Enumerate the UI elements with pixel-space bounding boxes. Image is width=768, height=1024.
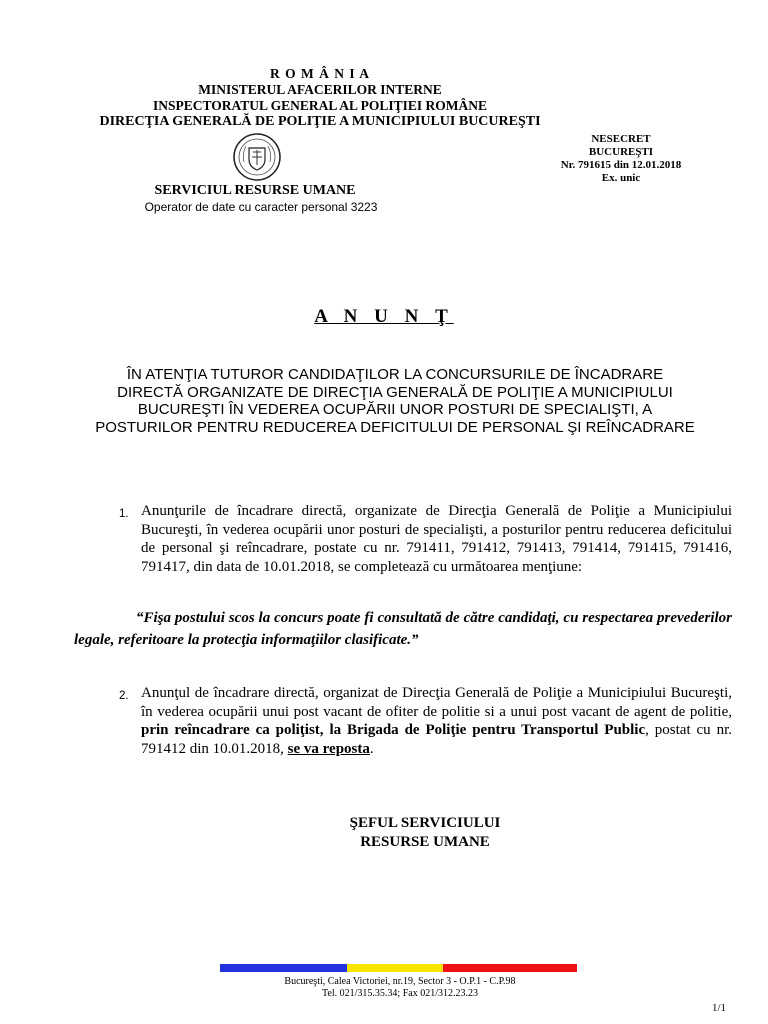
item-2-text-start: Anunţul de încadrare directă, organizat de Direcţia Generală de Poliţie a Municipiului Bucureşti, în vederea ocupării unui post vacant de ofiter de politie si a unui post vacant de agent de politie, (141, 685, 732, 720)
announcement-subtitle (70, 366, 720, 436)
item-2-text-mid: , postat cu nr. 791412 din 10.01.2018, (141, 722, 732, 757)
item-2-number: 2. (119, 690, 129, 702)
copy-note: Ex. unic (601, 172, 641, 184)
ministry-heading: MINISTERUL AFACERILOR INTERNE (198, 82, 442, 97)
subtitle-line: POSTURILOR PENTRU REDUCEREA DEFICITULUI DE PERSONAL ŞI REÎNCADRARE (95, 418, 695, 436)
operator-note: Operator de date cu caracter personal 3223 (144, 200, 378, 214)
item-1-quote (74, 607, 732, 651)
item-2-text-underlined: se va reposta (287, 740, 370, 757)
footer-address: Bucureşti, Calea Victoriei, nr.19, Sector 3 - O.P.1 - C.P.98 (284, 976, 516, 987)
subtitle-line: BUCUREŞTI ÎN VEDEREA OCUPĂRII UNOR POSTURI DE SPECIALIŞTI, A (137, 401, 653, 419)
flag-stripe-blue (220, 964, 347, 972)
service-name: SERVICIUL RESURSE UMANE (154, 183, 356, 198)
page-number: 1/1 (712, 1002, 727, 1014)
page-title: A N U N Ţ (314, 306, 454, 327)
inspectorate-heading: INSPECTORATUL GENERAL AL POLIŢIEI ROMÂNE (152, 98, 488, 113)
subtitle-line: ÎN ATENŢIA TUTUROR CANDIDAŢILOR LA CONCURSURILE DE ÎNCADRARE (126, 366, 664, 383)
signature-department: RESURSE UMANE (360, 834, 490, 850)
item-1-text: Anunţurile de încadrare directă, organizate de Direcţia Generală de Poliţie a Municipiului Bucureşti, în vederea ocupării unor posturi de specialişti, a posturilor pentru reducerea deficitului de personal şi reîncadrare, postate cu nr. 791411, 791412, 791413, 791414, 791415, 791416, 791417, din data de 10.01.2018, se completează cu următoarea menţiune: (141, 503, 732, 575)
flag-stripe-yellow (347, 964, 443, 972)
quote-text: “Fişa postului scos la concurs poate fi consultată de către candidaţi, cu respectarea prevederilor legale, referitoare la protecţia informaţiilor clasificate.” (74, 610, 732, 648)
classification-level: NESECRET (591, 133, 651, 145)
item-2-text-end: . (369, 740, 374, 757)
police-emblem-icon (232, 132, 282, 182)
country-heading: R O M Â N I A (270, 66, 370, 81)
footer-contact: Tel. 021/315.35.34; Fax 021/312.23.23 (322, 988, 478, 999)
subtitle-line: DIRECTĂ ORGANIZATE DE DIRECŢIA GENERALĂ DE POLIŢIE A MUNICIPIULUI (117, 383, 673, 401)
document-number: Nr. 791615 din 12.01.2018 (560, 159, 682, 171)
item-1-number: 1. (119, 508, 129, 520)
flag-stripe-red (443, 964, 577, 972)
signature-title: ŞEFUL SERVICIULUI (349, 815, 501, 831)
item-2-text (141, 684, 732, 758)
directorate-heading: DIRECŢIA GENERALĂ DE POLIŢIE A MUNICIPIULUI BUCUREŞTI (99, 114, 541, 129)
item-2-text-bold: prin reîncadrare ca poliţist, la Brigada de Poliţie pentru Transportul Public (141, 722, 646, 739)
classification-city: BUCUREŞTI (588, 146, 654, 158)
